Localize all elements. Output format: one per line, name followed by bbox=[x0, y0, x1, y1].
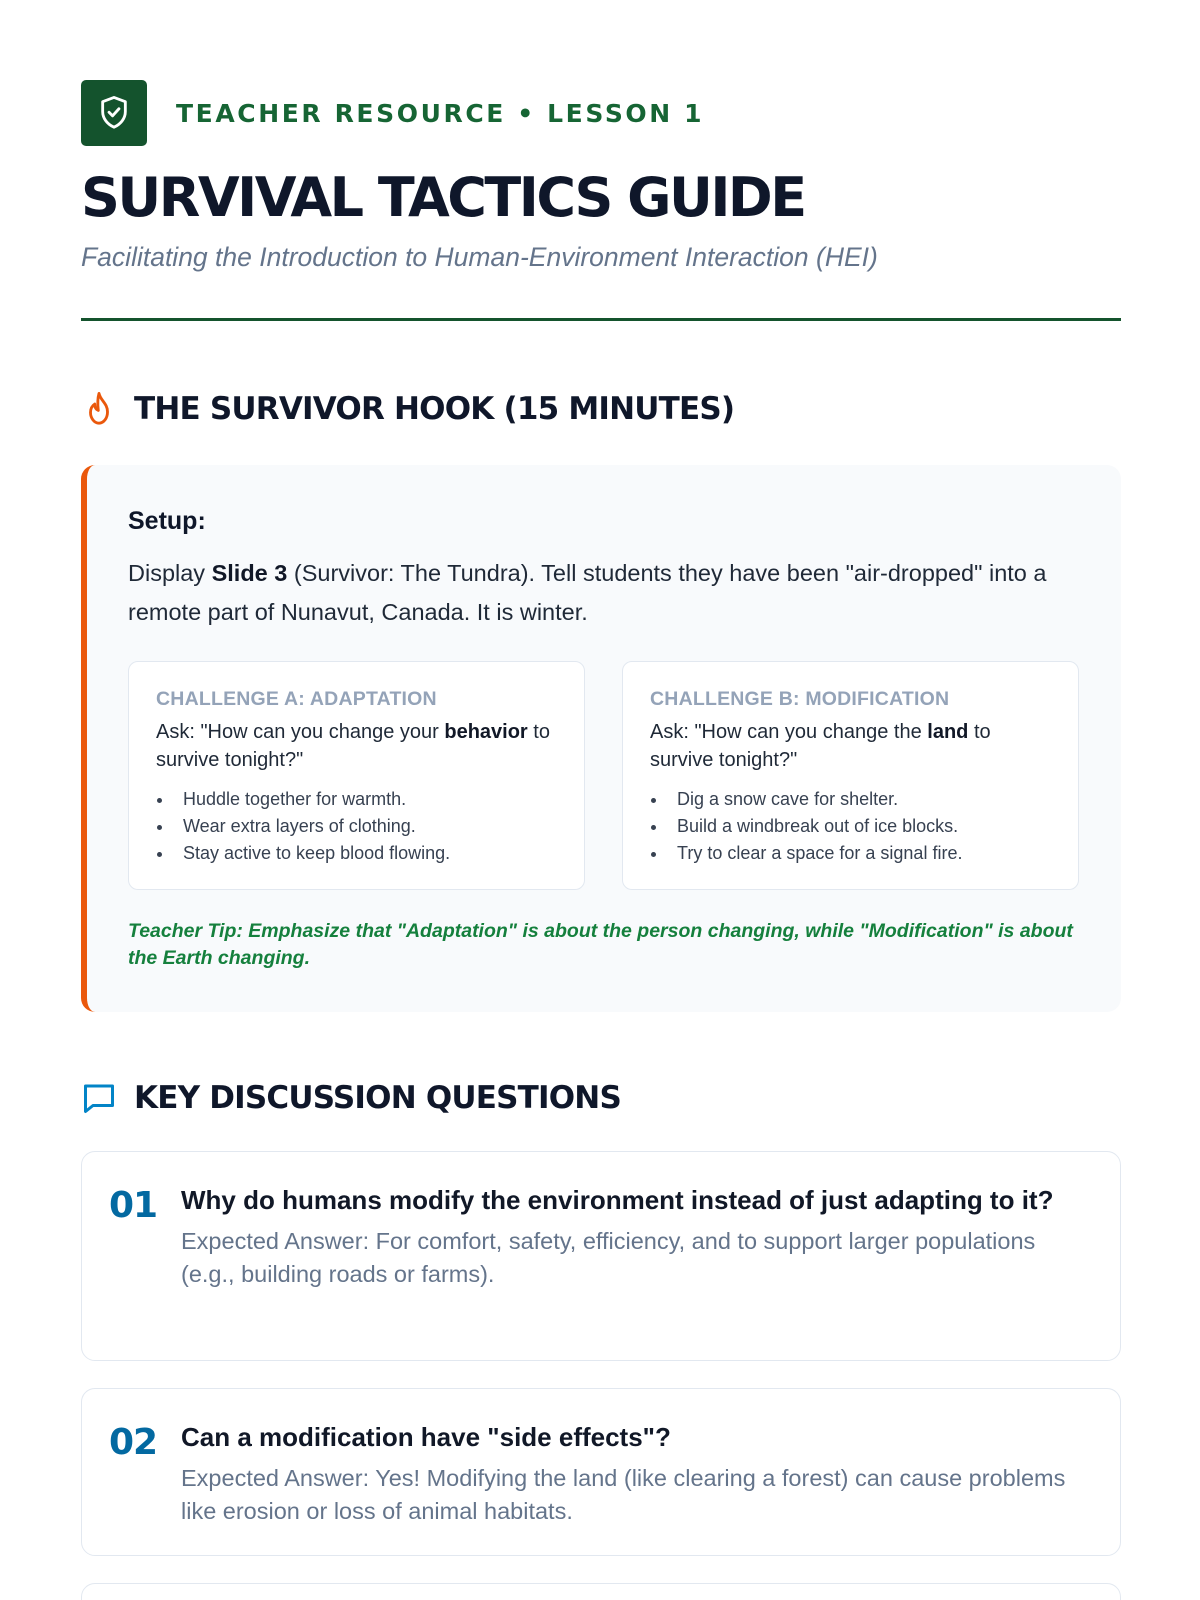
challenge-question: Ask: "How can you change the land to survive tonight?" bbox=[650, 721, 991, 771]
challenge-answer-list bbox=[156, 786, 558, 867]
setup-label: Setup: bbox=[128, 507, 206, 535]
guide-page bbox=[81, 80, 1121, 1600]
challenge-label: CHALLENGE A: ADAPTATION bbox=[156, 688, 437, 710]
shield-check-icon bbox=[81, 80, 147, 146]
question-card-partial bbox=[81, 1583, 1121, 1600]
header-eyebrow-row bbox=[81, 80, 1121, 146]
chat-bubble-icon bbox=[81, 1078, 117, 1118]
question-card bbox=[81, 1151, 1121, 1361]
list-item: Build a windbreak out of ice blocks. bbox=[650, 813, 1052, 840]
question-number: 02 bbox=[109, 1422, 158, 1463]
question-number: 01 bbox=[109, 1185, 158, 1226]
slide-reference: Slide 3 bbox=[211, 560, 288, 586]
setup-text: Display Slide 3 (Survivor: The Tundra). Tell students they have been "air-dropped" into a remote part of Nunavut, Canada. It is winter. bbox=[128, 560, 1047, 625]
hook-card bbox=[81, 465, 1121, 1012]
questions-section-header bbox=[81, 1078, 1121, 1118]
header-divider bbox=[81, 318, 1121, 321]
eyebrow-label: TEACHER RESOURCE • LESSON 1 bbox=[176, 98, 705, 128]
expected-answer: Expected Answer: Yes! Modifying the land (like clearing a forest) can cause problems like erosion or loss of animal habitats. bbox=[181, 1465, 1066, 1524]
list-item: Stay active to keep blood flowing. bbox=[156, 840, 558, 867]
list-item: Try to clear a space for a signal fire. bbox=[650, 840, 1052, 867]
page-title: SURVIVAL TACTICS GUIDE bbox=[81, 166, 805, 229]
list-item: Wear extra layers of clothing. bbox=[156, 813, 558, 840]
list-item: Huddle together for warmth. bbox=[156, 786, 558, 813]
challenge-answer-list bbox=[650, 786, 1052, 867]
question-card bbox=[81, 1388, 1121, 1556]
challenge-card-adaptation bbox=[128, 661, 585, 890]
question-text: Can a modification have "side effects"? bbox=[181, 1422, 671, 1452]
question-body bbox=[181, 1178, 1090, 1334]
challenge-grid bbox=[128, 661, 1079, 890]
question-body bbox=[181, 1415, 1090, 1529]
expected-answer: Expected Answer: For comfort, safety, efficiency, and to support larger populations (e.g., building roads or farms). bbox=[181, 1228, 1036, 1287]
hook-title: THE SURVIVOR HOOK (15 MINUTES) bbox=[134, 391, 735, 427]
challenge-label: CHALLENGE B: MODIFICATION bbox=[650, 688, 950, 710]
list-item: Dig a snow cave for shelter. bbox=[650, 786, 1052, 813]
question-text: Why do humans modify the environment instead of just adapting to it? bbox=[181, 1185, 1054, 1215]
challenge-card-modification bbox=[622, 661, 1079, 890]
questions-title: KEY DISCUSSION QUESTIONS bbox=[134, 1080, 621, 1116]
flame-icon bbox=[81, 389, 117, 429]
challenge-question: Ask: "How can you change your behavior to survive tonight?" bbox=[156, 721, 550, 771]
hook-section-header bbox=[81, 389, 1121, 429]
teacher-tip: Teacher Tip: Emphasize that "Adaptation" is about the person changing, while "Modification" is about the Earth changing. bbox=[128, 920, 1073, 969]
page-subtitle: Facilitating the Introduction to Human-Environment Interaction (HEI) bbox=[81, 242, 878, 272]
